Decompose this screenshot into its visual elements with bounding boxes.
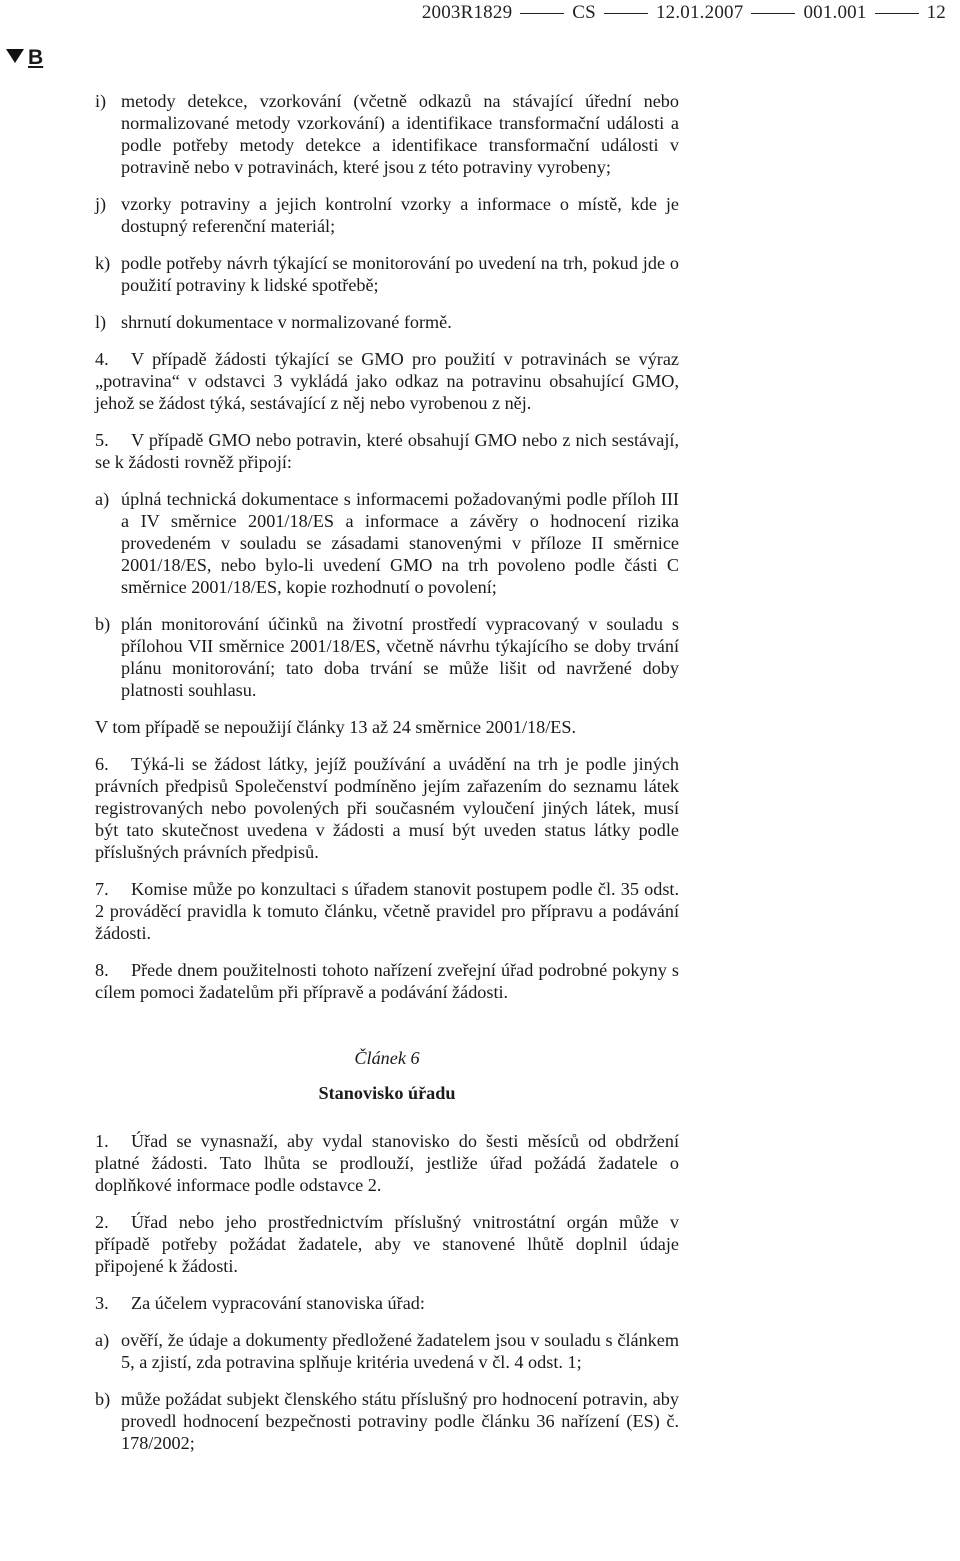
paragraph-6: [95, 753, 679, 863]
page-header: [422, 2, 946, 24]
list-item-text: může požádat subjekt členského státu příslušný pro hodnocení potravin, aby provedl hodnocení bezpečnosti potraviny podle článku 36 nařízení (ES) č. 178/2002;: [121, 1389, 679, 1453]
paragraph-text: Komise může po konzultaci s úřadem stanovit postupem podle čl. 35 odst. 2 prováděcí pravidla k tomuto článku, včetně pravidel pro přípravu a podávání žádosti.: [95, 879, 679, 943]
paragraph-number: 1.: [95, 1131, 109, 1151]
list-item-text: podle potřeby návrh týkající se monitorování po uvedení na trh, pokud jde o použití potraviny k lidské spotřebě;: [121, 253, 679, 295]
list-item: [95, 311, 679, 333]
paragraph-number: 8.: [95, 960, 109, 980]
list-item: [95, 488, 679, 598]
amendment-marker: [6, 46, 43, 70]
paragraph-number: 4.: [95, 349, 109, 369]
list-item-text: vzorky potraviny a jejich kontrolní vzorky a informace o místě, kde je dostupný referenční materiál;: [121, 194, 679, 236]
list-item: [95, 90, 679, 178]
paragraph-5: [95, 429, 679, 473]
list-item-text: metody detekce, vzorkování (včetně odkazů na stávající úřední nebo normalizované metody vzorkování) a identifikace transformační události a podle potřeby metody detekce a identifikace transformační události v potravině nebo v potravinách, které jsou z této potraviny vyrobeny;: [121, 91, 679, 177]
list-item: [95, 1329, 679, 1373]
header-lang: CS: [572, 2, 596, 23]
list-item: [95, 193, 679, 237]
paragraph-text: V případě žádosti týkající se GMO pro použití v potravinách se výraz „potravina“ v odstavci 3 vykládá jako odkaz na potravinu obsahující GMO, jehož se žádost týká, sestávající z něj nebo vyrobenou z něj.: [95, 349, 679, 413]
list-item-label: k): [95, 253, 111, 273]
paragraph-text: Týká-li se žádost látky, jejíž používání a uvádění na trh je podle jiných právních předpisů Společenství podmíněno jejím zařazením do seznamu látek registrovaných nebo povolených při současném vyloučení jiných látek, musí být tato skutečnost uvedena v žádosti a musí být uveden status látky podle příslušných právních předpisů.: [95, 754, 679, 862]
paragraph-4: [95, 348, 679, 414]
header-separator: [751, 13, 795, 14]
header-page-number: 12: [926, 2, 946, 23]
header-doc-id: 2003R1829: [421, 2, 513, 23]
paragraph-text: Úřad se vynasnaží, aby vydal stanovisko do šesti měsíců od obdržení platné žádosti. Tato lhůta se prodlouží, jestliže úřad požádá žadatele o doplňkové informace podle odstavce 2.: [95, 1131, 679, 1195]
paragraph-5-note: V tom případě se nepoužijí články 13 až 24 směrnice 2001/18/ES.: [95, 717, 577, 737]
header-version: 001.001: [803, 2, 867, 23]
list-item-label: a): [95, 489, 110, 509]
article-paragraph-1: [95, 1130, 679, 1196]
list-item-text: plán monitorování účinků na životní prostředí vypracovaný v souladu s přílohou VII směrnice 2001/18/ES, včetně návrhu týkajícího se doby trvání plánu monitorování; tato doba trvání se může lišit od navržené doby platnosti souhlasu.: [121, 614, 679, 700]
paragraph-number: 3.: [95, 1293, 109, 1313]
article-title: Článek 6: [354, 1048, 420, 1068]
paragraph-number: 5.: [95, 430, 109, 450]
list-item-label: l): [95, 312, 107, 332]
list-item-text: úplná technická dokumentace s informacemi požadovanými podle příloh III a IV směrnice 2001/18/ES a informace a závěry o hodnocení rizika provedeném v souladu se zásadami stanovenými v příloze II směrnice 2001/18/ES, nebo bylo-li uvedení GMO na trh povoleno podle části C směrnice 2001/18/ES, kopie rozhodnutí o povolení;: [121, 489, 679, 597]
list-item-text: ověří, že údaje a dokumenty předložené žadatelem jsou v souladu s článkem 5, a zjistí, zda potravina splňuje kritéria uvedená v čl. 4 odst. 1;: [121, 1330, 679, 1372]
article-paragraph-3: [95, 1292, 679, 1314]
list-item: [95, 613, 679, 701]
paragraph-text: V případě GMO nebo potravin, které obsahují GMO nebo z nich sestávají, se k žádosti rovněž připojí:: [95, 430, 679, 472]
header-separator: [875, 13, 919, 14]
paragraph-text: Za účelem vypracování stanoviska úřad:: [131, 1293, 425, 1313]
article-paragraph-2: [95, 1211, 679, 1277]
paragraph-text: Přede dnem použitelnosti tohoto nařízení zveřejní úřad podrobné pokyny s cílem pomoci žadatelům při přípravě a podávání žádosti.: [95, 960, 679, 1002]
paragraph-8: [95, 959, 679, 1003]
list-item: [95, 1388, 679, 1454]
list-item-text: shrnutí dokumentace v normalizované formě.: [121, 312, 452, 332]
article-subtitle: Stanovisko úřadu: [318, 1083, 456, 1103]
list-item-label: b): [95, 614, 111, 634]
header-separator: [520, 13, 564, 14]
paragraph-number: 6.: [95, 754, 109, 774]
header-separator: [604, 13, 648, 14]
paragraph-7: [95, 878, 679, 944]
list-item-label: a): [95, 1330, 110, 1350]
list-item-label: i): [95, 91, 107, 111]
list-item: [95, 252, 679, 296]
document-body: [95, 90, 679, 1469]
triangle-down-icon: [6, 49, 24, 63]
paragraph-number: 7.: [95, 879, 109, 899]
header-date: 12.01.2007: [655, 2, 744, 23]
amendment-marker-label: B: [28, 46, 44, 69]
paragraph-text: Úřad nebo jeho prostřednictvím příslušný vnitrostátní orgán může v případě potřeby požádat žadatele, aby ve stanovené lhůtě doplnil údaje připojené k žádosti.: [95, 1212, 679, 1276]
list-item-label: b): [95, 1389, 111, 1409]
list-item-label: j): [95, 194, 107, 214]
paragraph-number: 2.: [95, 1212, 109, 1232]
